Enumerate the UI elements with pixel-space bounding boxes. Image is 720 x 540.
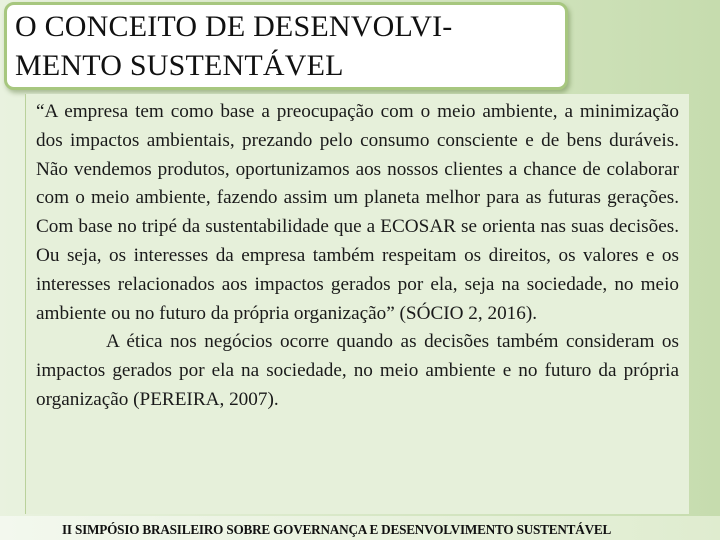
quote-paragraph: “A empresa tem como base a preocupação com o meio ambiente, a minimização dos impactos ambientais, prezando pelo consumo consciente e de bens duráveis. Não vendemos produtos, oportunizamos aos nossos clientes a chance de colaborar com o meio ambiente, fazendo assim um planeta melhor para as futuras gerações. Com base no tripé da sustentabilidade que a ECOSAR se orienta nas suas decisões. Ou seja, os interesses da empresa também respeitam os direitos, os valores e os interesses relacionados aos impactos gerados por ela, seja na sociedade, no meio ambiente ou no futuro da própria organização” (SÓCIO 2, 2016). [36,101,679,324]
title-box [4,2,568,90]
ethics-paragraph: A ética nos negócios ocorre quando as decisões também consideram os impactos gerados por ela na sociedade, no meio ambiente e no futuro da própria organização (PEREIRA, 2007). [36,331,679,410]
footer-text: II SIMPÓSIO BRASILEIRO SOBRE GOVERNANÇA E DESENVOLVIMENTO SUSTENTÁVEL [62,522,612,537]
content-box [25,94,689,514]
slide-title: O CONCEITO DE DESENVOLVI- MENTO SUSTENTÁVEL [15,10,453,82]
